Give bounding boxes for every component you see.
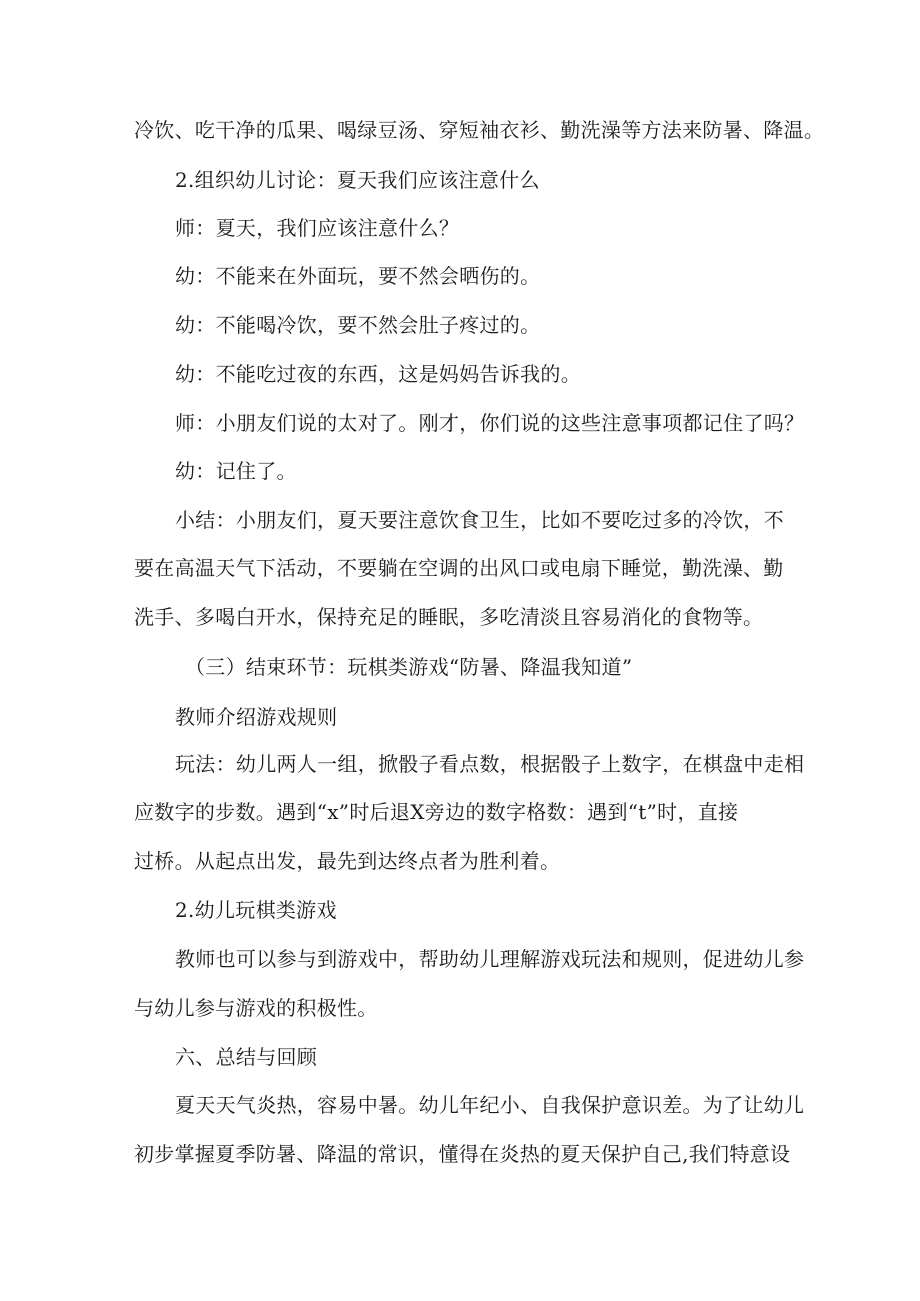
paragraph-line: 玩法：幼儿两人一组，掀骰子看点数，根据骰子上数字，在棋盘中走相	[175, 752, 805, 776]
summary-line: 要在高温天气下活动，不要躺在空调的出风口或电扇下睡觉，勤洗澡、勤	[134, 556, 784, 580]
paragraph-line: 冷饮、吃干净的瓜果、喝绿豆汤、穿短袖衣衫、勤洗澡等方法来防暑、降温。	[134, 118, 825, 142]
dialogue-line: 师：小朋友们说的太对了。刚才，你们说的这些注意事项都记住了吗？	[175, 411, 805, 435]
section-heading: 六、总结与回顾	[175, 1045, 318, 1069]
dialogue-line: 幼：不能吃过夜的东西，这是妈妈告诉我的。	[175, 362, 581, 386]
paragraph-line: 初步掌握夏季防暑、降温的常识，懂得在炎热的夏天保护自己,我们特意设	[134, 1142, 791, 1166]
section-heading: 2.幼儿玩棋类游戏	[175, 898, 337, 922]
dialogue-line: 幼：不能喝冷饮，要不然会肚子疼过的。	[175, 313, 541, 337]
dialogue-line: 师：夏天，我们应该注意什么？	[175, 216, 460, 240]
summary-line: 小结：小朋友们，夏天要注意饮食卫生，比如不要吃过多的冷饮，不	[175, 508, 784, 532]
paragraph-line: 过桥。从起点出发，最先到达终点者为胜利着。	[134, 849, 561, 873]
section-heading: 教师介绍游戏规则	[175, 705, 338, 729]
paragraph-line: 与幼儿参与游戏的积极性。	[134, 996, 378, 1020]
paragraph-line: 夏天天气炎热，容易中暑。幼儿年纪小、自我保护意识差。为了让幼儿	[175, 1093, 805, 1117]
dialogue-line: 幼：记住了。	[175, 459, 297, 483]
section-heading: （三）结束环节：玩棋类游戏“防暑、降温我知道”	[185, 655, 633, 679]
dialogue-line: 幼：不能来在外面玩，要不然会晒伤的。	[175, 264, 541, 288]
paragraph-line: 教师也可以参与到游戏中，帮助幼儿理解游戏玩法和规则，促进幼儿参	[175, 947, 805, 971]
section-heading: 2.组织幼儿讨论：夏天我们应该注意什么	[175, 168, 540, 192]
summary-line: 洗手、多喝白开水，保持充足的睡眠，多吃清淡且容易消化的食物等。	[134, 605, 764, 629]
paragraph-line: 应数字的步数。遇到“x”时后退X旁边的数字格数：遇到“t”时，直接	[134, 800, 739, 824]
